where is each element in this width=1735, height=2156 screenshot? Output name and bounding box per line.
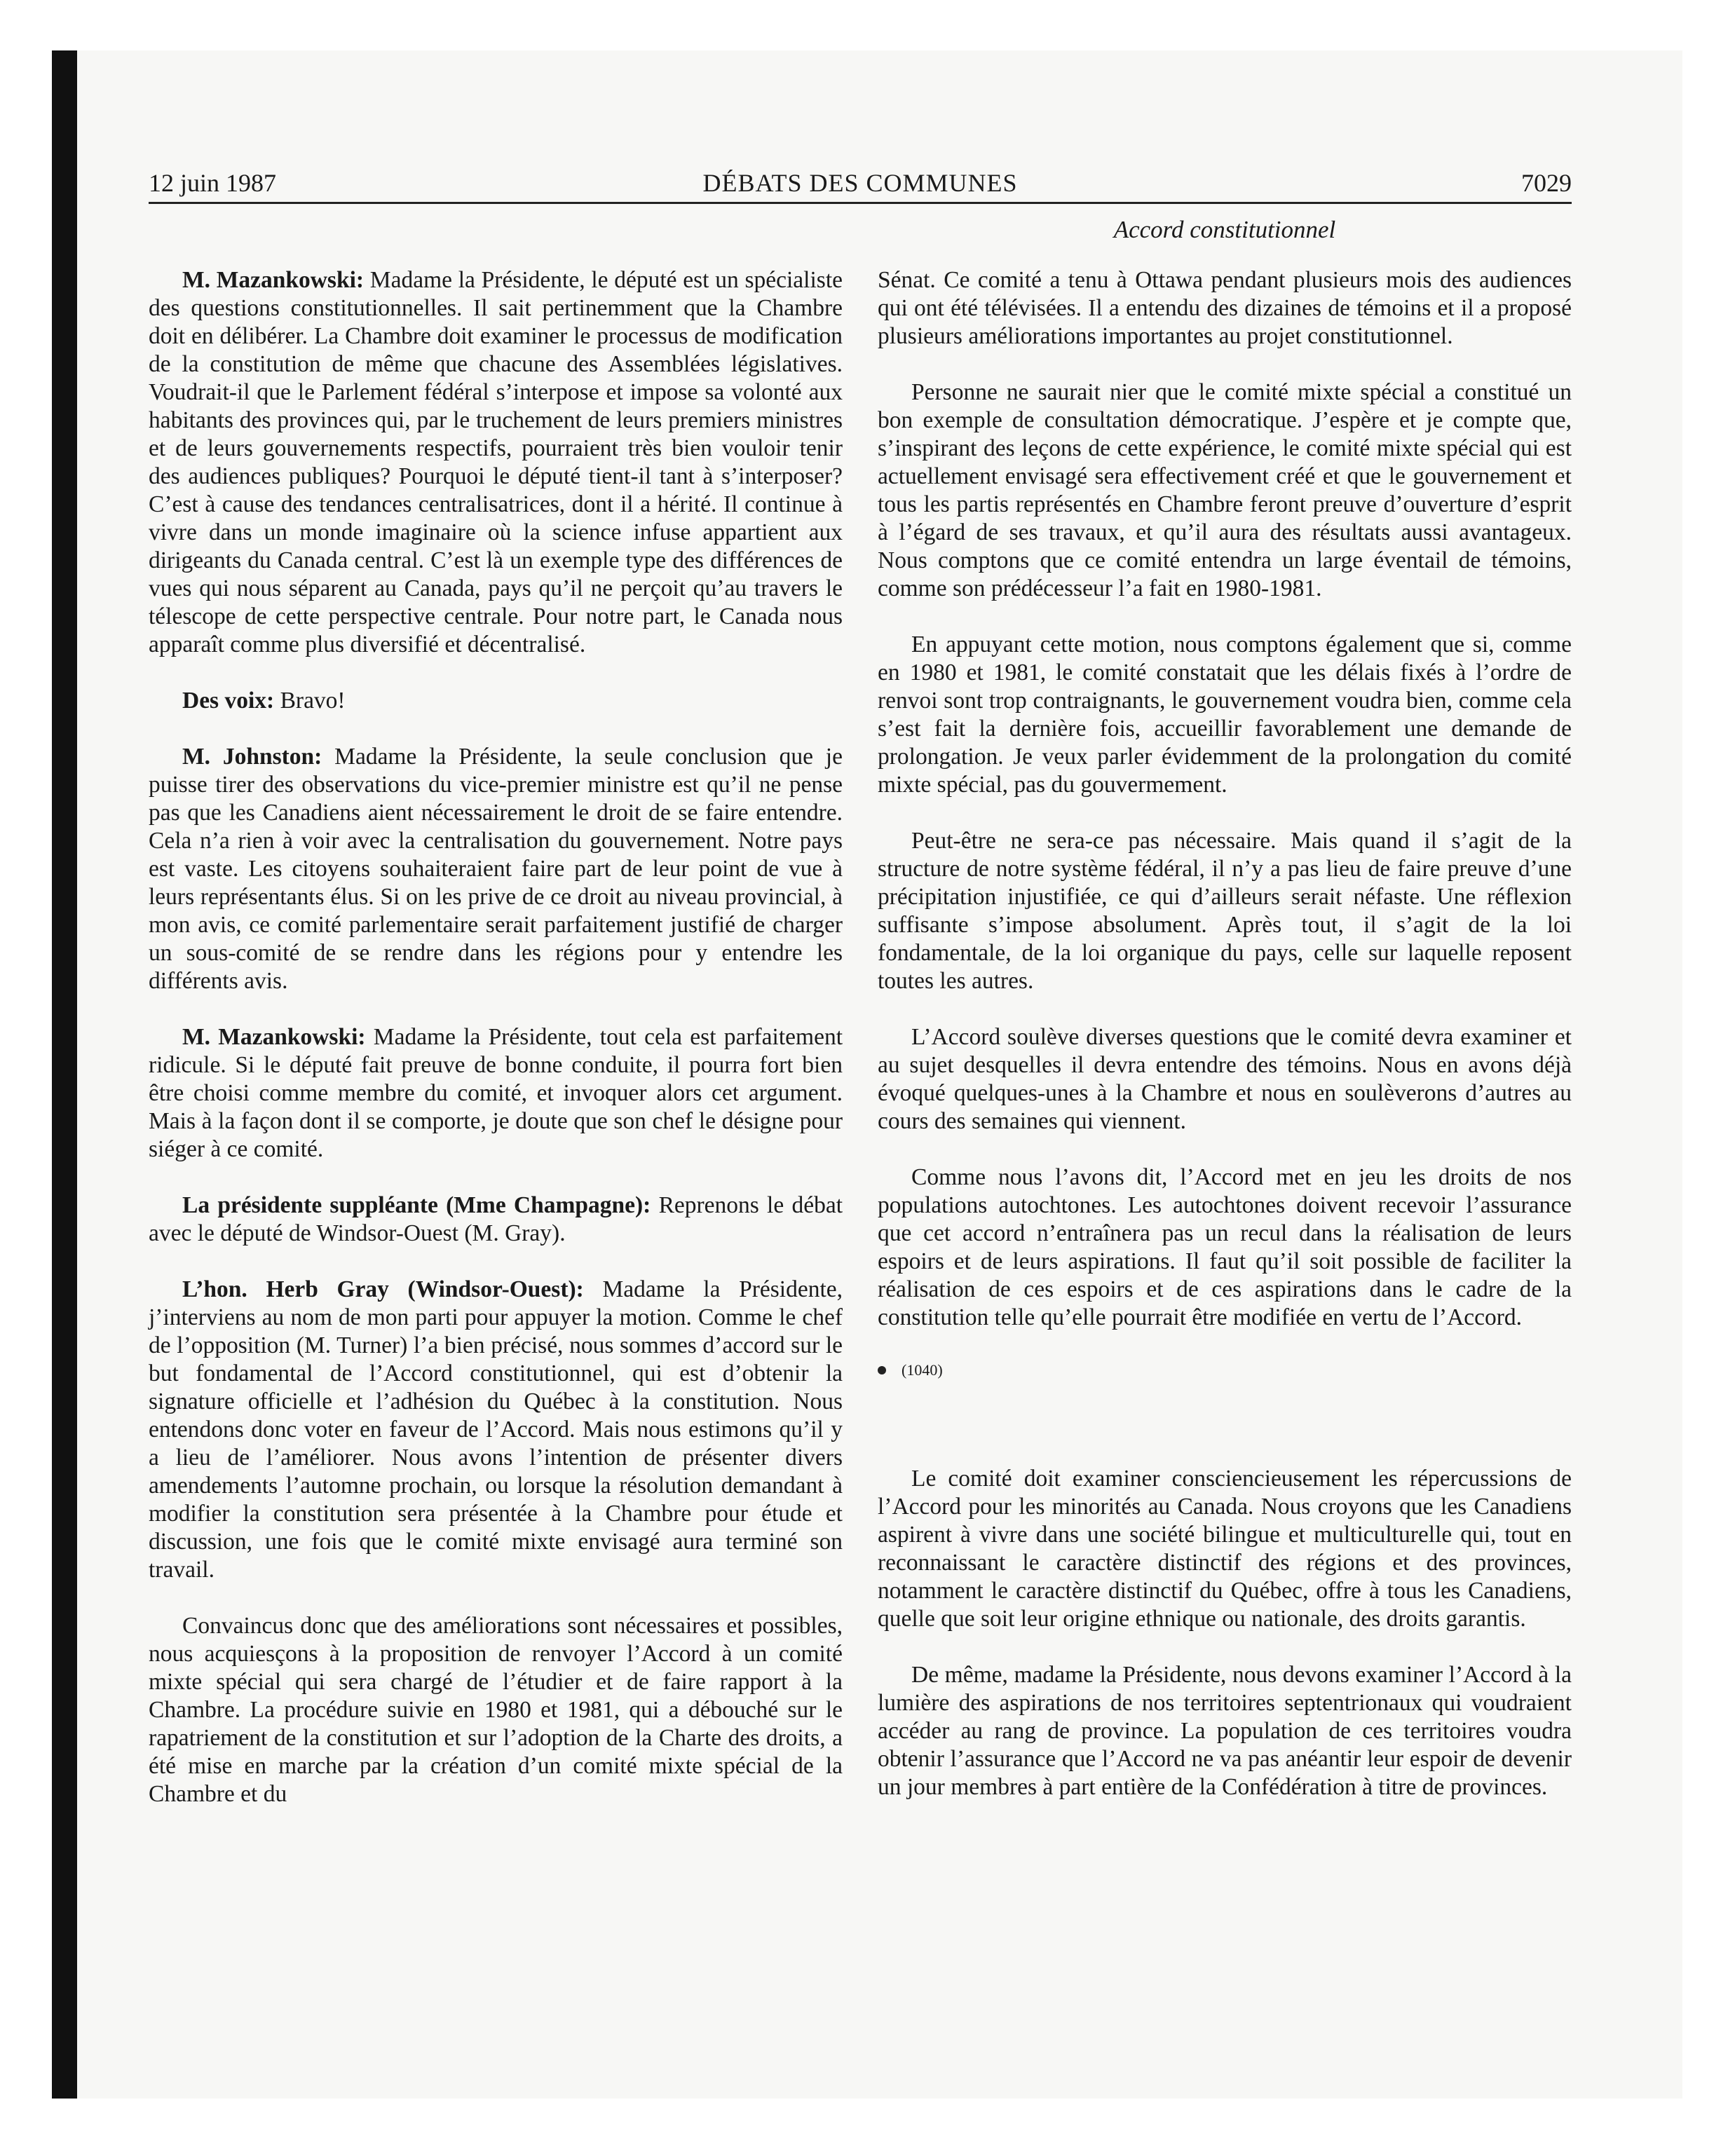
speaker-name: M. Mazankowski:: [182, 1024, 366, 1050]
speech-paragraph: Le comité doit examiner consciencieusement les répercussions de l’Accord pour les minorités au Canada. Nous croyons que les Canadiens aspirent à vivre dans une société bilingue et multiculturelle qui, tout en reconnaissant le caractère distinctif des régions et des provinces, notamment le caractère distinctif du Québec, offre à tous les Canadiens, quelle que soit leur origine ethnique ou nationale, des droits garantis.: [878, 1466, 1572, 1632]
speech-paragraph: [149, 1192, 843, 1248]
speaker-name: M. Johnston:: [182, 744, 322, 770]
header-date: 12 juin 1987: [149, 169, 277, 197]
speech-text: Madame la Présidente, j’interviens au nom de mon parti pour appuyer la motion. Comme le chef de l’opposition (M. Turner) l’a bien précisé, nous sommes d’accord sur le but fondamental de l’Accord constitutionnel, qui est d’obtenir la signature officielle et l’adhésion du Québec à la constitution. Nous entendons donc voter en faveur de l’Accord. Mais nous estimons qu’il y a lieu de l’améliorer. Nous avons l’intention de présenter divers amendements l’automne prochain, ou lorsque la résolution demandant à modifier la constitution sera présentée à la Chambre pour étude et discussion, une fois que le comité mixte envisagé aura terminé son travail.: [149, 1276, 843, 1583]
speech-paragraph: Comme nous l’avons dit, l’Accord met en jeu les droits de nos populations autochtones. Les autochtones doivent recevoir l’assurance que cet accord n’entraînera pas un recul dans la réalisation de leurs espoirs et de leurs aspirations. Il faut qu’il soit possible de faciliter la réalisation de ces espoirs et de ces aspirations dans le cadre de la constitution telle qu’elle pourrait être modifiée en vertu de l’Accord.: [878, 1164, 1572, 1330]
speaker-name: L’hon. Herb Gray (Windsor-Ouest):: [182, 1276, 584, 1302]
speech-paragraph: En appuyant cette motion, nous comptons également que si, comme en 1980 et 1981, le comité constatait que les délais fixés à l’ordre de renvoi sont trop contraignants, le gouvernement voudra bien, comme cela s’est fait la dernière fois, accueillir favorablement une demande de prolongation. Je veux parler évidemment de la prolongation du comité mixte spécial, pas du gouvermement.: [878, 632, 1572, 798]
speaker-name: M. Mazankowski:: [182, 267, 365, 293]
header-title: DÉBATS DES COMMUNES: [702, 169, 1018, 197]
speech-paragraph: [149, 687, 843, 715]
speech-paragraph: [149, 1276, 843, 1584]
speech-paragraph: De même, madame la Présidente, nous devons examiner l’Accord à la lumière des aspirations de nos territoires septentrionaux qui voudraient accéder au rang de province. La population de ces territoires voudra obtenir l’assurance que l’Accord ne va pas anéantir leur espoir de devenir un jour membres à part entière de la Confédération à titre de provinces.: [878, 1662, 1572, 1800]
speech-text: Madame la Présidente, tout cela est parfaitement ridicule. Si le député fait preuve de bonne conduite, il pourra fort bien être choisi comme membre du comité, et invoquer alors cet argument. Mais à la façon dont il se comporte, je doute que son chef le désigne pour siéger à ce comité.: [149, 1024, 843, 1162]
speech-text: Madame la Présidente, la seule conclusion que je puisse tirer des observations du vice-premier ministre est qu’il ne pense pas que les Canadiens aient nécessairement le droit de se faire entendre. Cela n’a rien à voir avec la centralisation du gouvernement. Notre pays est vaste. Les citoyens souhaiteraient faire part de leur point de vue à leurs représentants élus. Si on les prive de ce droit au niveau provincial, à mon avis, ce comité parlementaire serait parfaitement justifié de charger un sous-comité de se rendre dans les régions pour y entendre les différents avis.: [149, 744, 843, 994]
speech-paragraph: Personne ne saurait nier que le comité mixte spécial a constitué un bon exemple de consultation démocratique. J’espère et je compte que, s’inspirant des leçons de cette expérience, le comité mixte spécial qui est actuellement envisagé sera effectivement créé et que le gouvernement et tous les partis représentés en Chambre feront preuve d’ouverture d’esprit à l’égard de ses travaux, et qu’il aura des résultats aussi avantageux. Nous comptons que ce comité entendra un large éventail de témoins, comme son prédécesseur l’a fait en 1980-1981.: [878, 379, 1572, 601]
speech-paragraph: Peut-être ne sera-ce pas nécessaire. Mais quand il s’agit de la structure de notre système fédéral, il n’y a pas lieu de faire preuve d’une précipitation injustifiée, ce qui d’ailleurs serait néfaste. Une réflexion suffisante s’impose absolument. Après tout, il s’agit de la loi fondamentale, de la loi organique du pays, celle sur laquelle reposent toutes les autres.: [878, 828, 1572, 994]
speech-text: Madame la Présidente, le député est un spécialiste des questions constitutionnelles. Il sait pertinemment que la Chambre doit en délibérer. La Chambre doit examiner le processus de modification de la constitution de même que chacune des Assemblées législatives. Voudrait-il que le Parlement fédéral s’interpose et impose sa volonté aux habitants des provinces qui, par le truchement de leurs premiers ministres et de leurs gouvernements respectifs, pourraient très bien vouloir tenir des audiences publiques? Pourquoi le député tient-il tant à s’interposer? C’est à cause des tendances centralisatrices, dont il a hérité. Il continue à vivre dans un monde imaginaire où la science infuse appartient aux dirigeants du Canada central. C’est là un exemple type des différences de vues qui nous séparent au Canada, pays qu’il ne perçoit qu’au travers le télescope de cette perspective centrale. Pour notre part, le Canada nous apparaît comme plus diversifié et décentralisé.: [149, 267, 843, 657]
section-title: Accord constitutionnel: [1113, 216, 1336, 243]
speech-paragraph: [149, 743, 843, 995]
speech-paragraph: Sénat. Ce comité a tenu à Ottawa pendant plusieurs mois des audiences qui ont été télévisées. Il a entendu des dizaines de témoins et il a proposé plusieurs améliorations importantes au projet constitutionnel.: [878, 267, 1572, 349]
speech-paragraph: [149, 1612, 843, 1808]
scan-edge-bar: [52, 50, 77, 2099]
left-column: [149, 266, 843, 1836]
speech-paragraph: [149, 266, 843, 659]
page-header: [149, 165, 1572, 204]
speech-paragraph: L’Accord soulève diverses questions que le comité devra examiner et au sujet desquelles il devra entendre des témoins. Nous en avons déjà évoqué quelques-unes à la Chambre et nous en soulèverons d’autres au cours des semaines qui viennent.: [878, 1024, 1572, 1134]
speech-text: Bravo!: [274, 688, 346, 714]
speech-paragraph: [149, 1023, 843, 1164]
speech-text: Reprenons le débat avec le député de Windsor-Ouest (M. Gray).: [149, 1192, 843, 1246]
header-page-number: 7029: [1521, 169, 1572, 197]
time-marker-text: (1040): [901, 1361, 943, 1379]
bullet-icon: [878, 1366, 886, 1374]
speaker-name: Des voix:: [182, 688, 275, 714]
speaker-name: La présidente suppléante (Mme Champagne):: [182, 1192, 651, 1218]
time-marker: [878, 1360, 1572, 1381]
speech-text: Convaincus donc que des améliorations sont nécessaires et possibles, nous acquiesçons à la proposition de renvoyer l’Accord à un comité mixte spécial qui sera chargé de l’étudier et de faire rapport à la Chambre. La procédure suivie en 1980 et 1981, qui a débouché sur le rapatriement de la constitution et sur l’adoption de la Charte des droits, a été mise en marche par la création d’un comité mixte spécial de la Chambre et du: [149, 1613, 843, 1807]
right-column: [878, 266, 1572, 1829]
